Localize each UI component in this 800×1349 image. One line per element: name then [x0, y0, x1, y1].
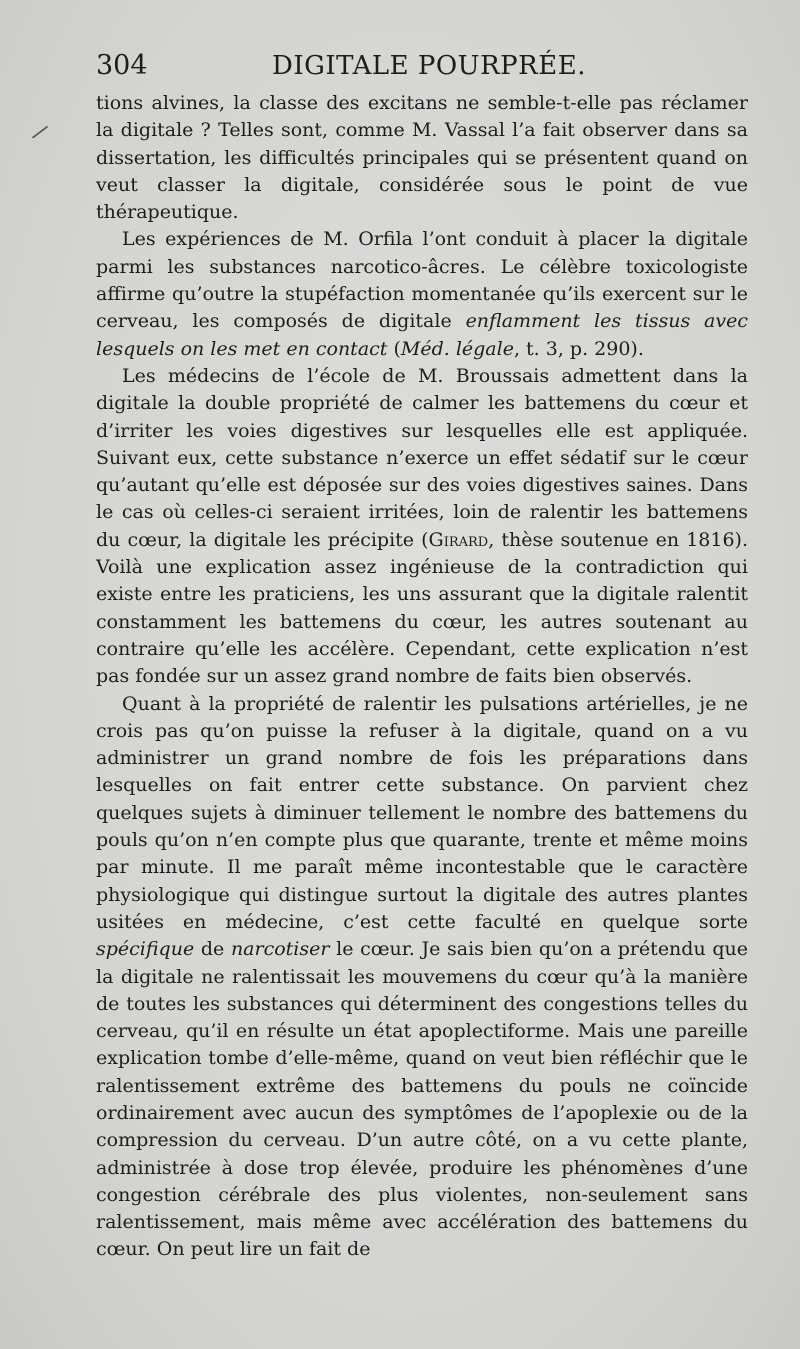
page-number: 304 — [96, 50, 148, 81]
page-header — [96, 46, 748, 90]
italic-quote: enflamment les tissus avec lesquels on les met en contact — [96, 310, 749, 360]
running-title: DIGITALE POURPRÉE. — [272, 51, 586, 81]
margin-pencil-mark: / — [29, 120, 50, 145]
book-page — [96, 46, 748, 1264]
paragraph-3: Les médecins de l’école de M. Broussais admettent dans la digitale la double propriété de calmer les battemens du cœur et d’irriter les voies digestives sur lesquelles elle est appliquée. Suivant eux, cette substance n’exerce un effet sédatif sur le cœur qu’autant qu’elle est déposée sur des voies digestives saines. Dans le cas où celles-ci seraient irritées, loin de ralentir les battemens du cœur, la digitale les précipite (Girard, thèse soutenue en 1816). Voilà une explication assez ingénieuse de la contradiction qui existe entre les praticiens, les uns assurant que la digitale ralentit constamment les battemens du cœur, les autres soutenant au contraire qu’elle les accélère. Cependant, cette explication n’est pas fondée sur un assez grand nombre de faits bien observés. — [96, 364, 748, 688]
italic-term-1: spécifique — [96, 938, 195, 961]
paragraph-2: Les expériences de M. Orfila l’ont conduit à placer la digitale parmi les substances narcotico-âcres. Le célèbre toxicologiste affirme qu’outre la stupéfaction momentanée qu’ils exercent sur le cerveau, les composés de digitale enflamment les tissus avec lesquels on les met en contact (Méd. légale, t. 3, p. 290). — [96, 228, 749, 360]
smallcaps-author: Girard — [428, 528, 489, 551]
body-text — [96, 90, 748, 1264]
paragraph-4: Quant à la propriété de ralentir les pulsations artérielles, je ne crois pas qu’on puisse la refuser à la digitale, quand on a vu administrer un grand nombre de fois les préparations dans lesquelles on fait entrer cette substance. On parvient chez quelques sujets à diminuer tellement le nombre des battemens du pouls qu’on n’en compte plus que quarante, trente et même moins par minute. Il me paraît même incontestable que le caractère physiologique qui distingue surtout la digitale des autres plantes usitées en médecine, c’est cette faculté en quelque sorte spécifique de narcotiser le cœur. Je sais bien qu’on a prétendu que la digitale ne ralentissait les mouvemens du cœur qu’à la manière de toutes les substances qui déterminent des congestions telles du cerveau, qu’il en résulte un état apoplectiforme. Mais une pareille explication tombe d’elle-même, quand on veut bien réfléchir que le ralentissement extrême des battemens du pouls ne coïncide ordinairement avec aucun des symptômes de l’apoplexie ou de la compression du cerveau. D’un autre côté, on a vu cette plante, administrée à dose trop élevée, produire les phénomènes d’une congestion cérébrale des plus violentes, non-seulement sans ralentissement, mais même avec accélération des battemens du cœur. On peut lire un fait de — [96, 692, 748, 1261]
paragraph-1: tions alvines, la classe des excitans ne semble-t-elle pas réclamer la digitale ? Telles sont, comme M. Vassal l’a fait observer dans sa dissertation, les difficultés principales qui se présentent quand on veut classer la digitale, considérée sous le point de vue thérapeutique. — [96, 92, 748, 224]
italic-term-2: narcotiser — [230, 938, 330, 961]
italic-citation: Méd. légale — [400, 337, 514, 360]
